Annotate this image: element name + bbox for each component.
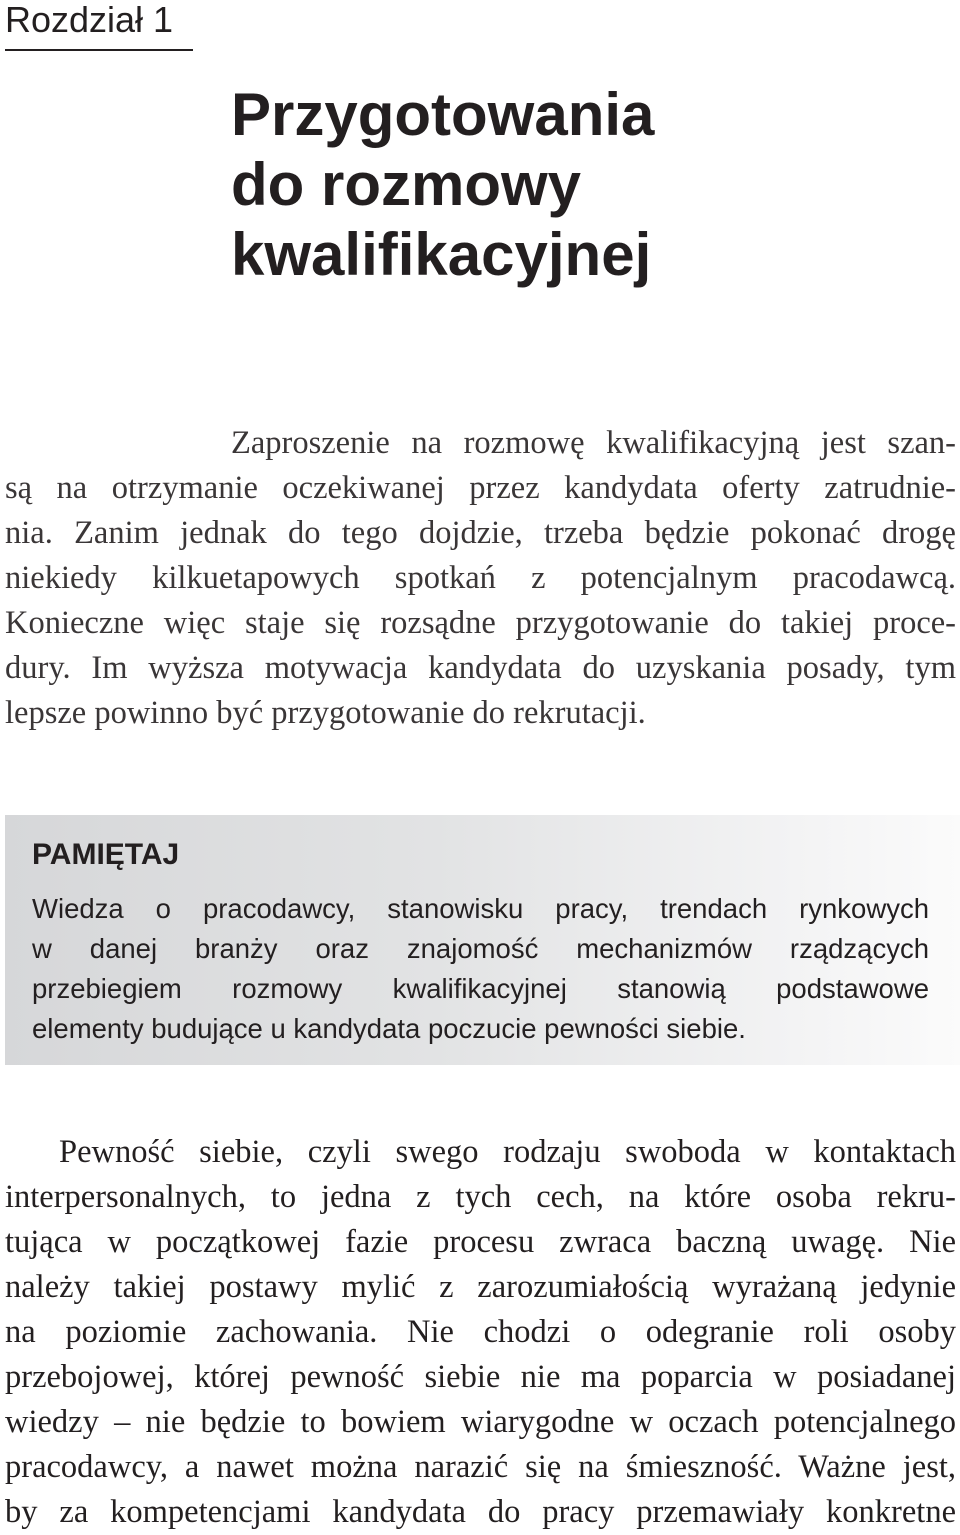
intro-paragraph [5, 421, 956, 736]
intro-line: Konieczne więc staje się rozsądne przygotowanie do takiej proce- [5, 605, 956, 641]
main-line: wiedzy – nie będzie to bowiem wiarygodne w oczach potencjalnego [5, 1404, 956, 1440]
main-line: interpersonalnych, to jedna z tych cech, na które osoba rekru- [5, 1179, 956, 1215]
chapter-title [231, 80, 654, 290]
chapter-label: Rozdział 1 [5, 0, 174, 40]
callout-line: w danej branży oraz znajomość mechanizmów rządzących [32, 933, 929, 964]
intro-line: nia. Zanim jednak do tego dojdzie, trzeba będzie pokonać drogę [5, 515, 956, 551]
callout-title: PAMIĘTAJ [32, 838, 180, 871]
main-line: należy takiej postawy mylić z zarozumiałością wyrażaną jedynie [5, 1269, 956, 1305]
intro-line: są na otrzymanie oczekiwanej przez kandydata oferty zatrudnie- [5, 470, 956, 506]
callout-line: przebiegiem rozmowy kwalifikacyjnej stanowią podstawowe [32, 973, 929, 1004]
callout-body [32, 889, 929, 1049]
main-line: tująca w początkowej fazie procesu zwraca baczną uwagę. Nie [5, 1224, 956, 1260]
intro-line: niekiedy kilkuetapowych spotkań z potencjalnym pracodawcą. [5, 560, 956, 596]
chapter-rule [5, 49, 193, 51]
main-line: na poziomie zachowania. Nie chodzi o odegranie roli osoby [5, 1314, 956, 1350]
main-line: pracodawcy, a nawet można narazić się na śmieszność. Ważne jest, [5, 1449, 956, 1485]
intro-line: lepsze powinno być przygotowanie do rekrutacji. [5, 695, 646, 731]
title-line: Przygotowania [231, 81, 655, 148]
title-line: do rozmowy [231, 151, 582, 218]
intro-line: dury. Im wyższa motywacja kandydata do uzyskania posady, tym [5, 650, 956, 686]
title-line: kwalifikacyjnej [231, 221, 652, 288]
main-line: przebojowej, której pewność siebie nie ma poparcia w posiadanej [5, 1359, 956, 1395]
callout-line: elementy budujące u kandydata poczucie pewności siebie. [32, 1013, 746, 1044]
intro-line: Zaproszenie na rozmowę kwalifikacyjną jest szan- [231, 425, 956, 461]
main-paragraph [5, 1130, 956, 1535]
main-line: by za kompetencjami kandydata do pracy przemawiały konkretne [5, 1494, 956, 1530]
callout-line: Wiedza o pracodawcy, stanowisku pracy, trendach rynkowych [32, 893, 929, 924]
remember-callout [5, 815, 960, 1065]
main-line: Pewność siebie, czyli swego rodzaju swoboda w kontaktach [59, 1134, 956, 1170]
